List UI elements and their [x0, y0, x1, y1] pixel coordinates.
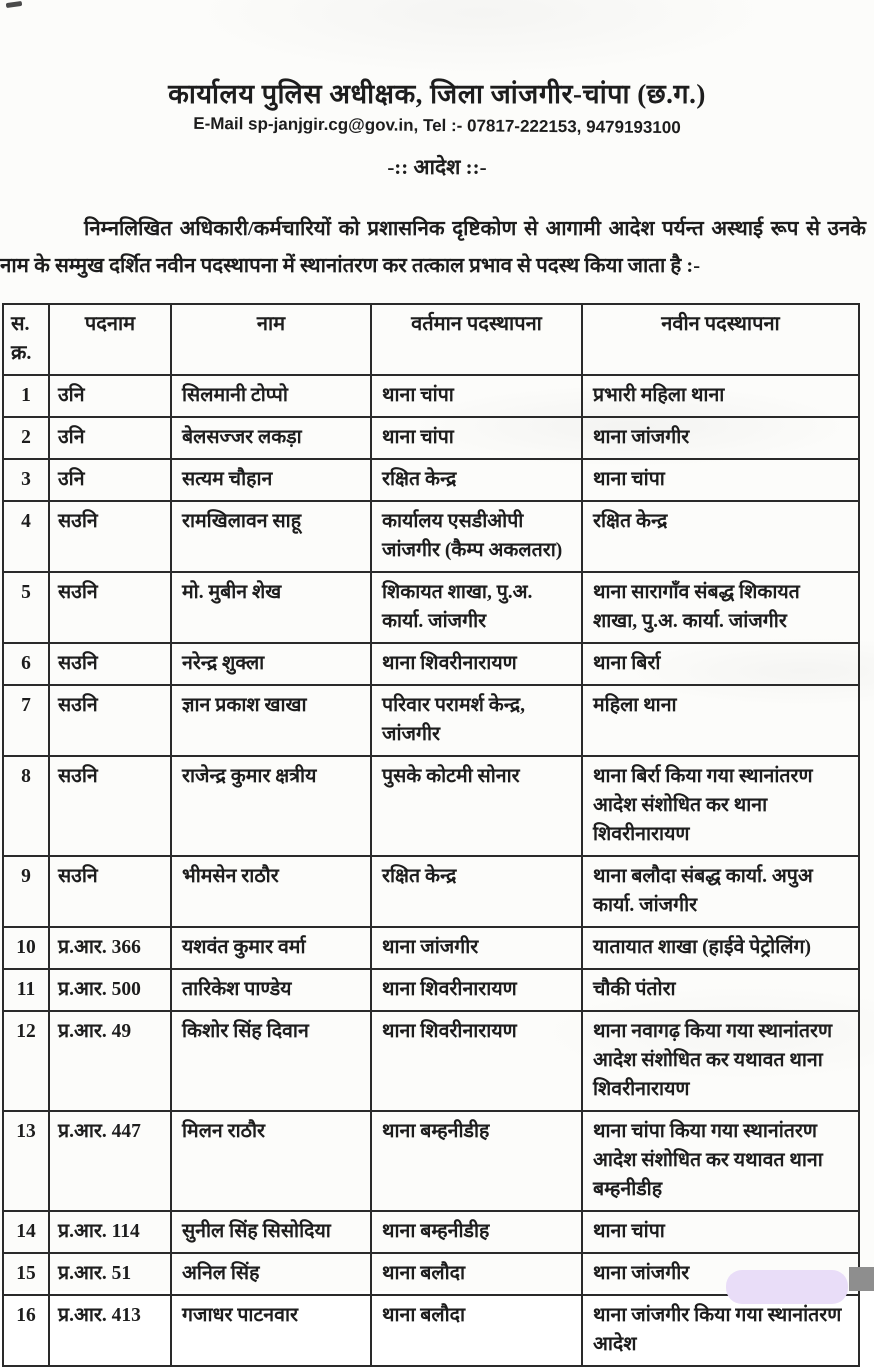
cell-name: यशवंत कुमार वर्मा — [171, 927, 371, 969]
cell-designation: प्र.आर. 500 — [49, 969, 171, 1011]
cell-current-posting: पुसके कोटमी सोनार — [371, 756, 582, 856]
cell-name: सिलमानी टोप्पो — [171, 375, 371, 417]
table-row — [3, 685, 859, 756]
page-title: कार्यालय पुलिस अधीक्षक, जिला जांजगीर-चांपा (छ.ग.) — [168, 79, 706, 109]
cell-designation: उनि — [49, 459, 171, 501]
contact-line: E-Mail sp-janjgir.cg@gov.in, Tel :- 07817-222153, 9479193100 — [193, 113, 681, 138]
cell-current-posting: शिकायत शाखा, पु.अ. कार्या. जांजगीर — [371, 572, 582, 643]
cell-current-posting: परिवार परामर्श केन्द्र, जांजगीर — [371, 685, 582, 756]
cell-current-posting: थाना बम्हनीडीह — [371, 1211, 582, 1253]
corner-block — [849, 1267, 874, 1291]
cell-name: सुनील सिंह सिसोदिया — [171, 1211, 371, 1253]
cell-designation: सउनि — [49, 643, 171, 685]
cell-designation: उनि — [49, 375, 171, 417]
cell-sno: 2 — [3, 417, 49, 459]
cell-name: मिलन राठौर — [171, 1111, 371, 1211]
table-row — [3, 417, 859, 459]
cell-current-posting: थाना बम्हनीडीह — [371, 1111, 582, 1211]
cell-new-posting: थाना जांजगीर — [582, 417, 859, 459]
cell-sno: 9 — [3, 856, 49, 927]
cell-new-posting: थाना सारागाँव संबद्ध शिकायत शाखा, पु.अ. कार्या. जांजगीर — [582, 572, 859, 643]
cell-designation: सउनि — [49, 685, 171, 756]
cell-new-posting: रक्षित केन्द्र — [582, 501, 859, 572]
cell-current-posting: थाना चांपा — [371, 375, 582, 417]
cell-new-posting: थाना बिर्रा — [582, 643, 859, 685]
cell-current-posting: रक्षित केन्द्र — [371, 459, 582, 501]
cell-designation: प्र.आर. 413 — [49, 1295, 171, 1366]
cell-name: भीमसेन राठौर — [171, 856, 371, 927]
cell-new-posting: थाना चांपा — [582, 1211, 859, 1253]
table-row — [3, 1111, 859, 1211]
cell-sno: 14 — [3, 1211, 49, 1253]
column-header-name: नाम — [171, 304, 371, 375]
cell-new-posting: महिला थाना — [582, 685, 859, 756]
cell-new-posting: थाना चांपा किया गया स्थानांतरण आदेश संशोधित कर यथावत थाना बम्हनीडीह — [582, 1111, 859, 1211]
table-row — [3, 1295, 859, 1366]
cell-current-posting: थाना बलौदा — [371, 1253, 582, 1295]
cell-new-posting: थाना जांजगीर — [582, 1253, 859, 1295]
cell-current-posting: थाना जांजगीर — [371, 927, 582, 969]
cell-designation: प्र.आर. 114 — [49, 1211, 171, 1253]
cell-designation: सउनि — [49, 501, 171, 572]
table-row — [3, 756, 859, 856]
cell-new-posting: थाना बिर्रा किया गया स्थानांतरण आदेश संशोधित कर थाना शिवरीनारायण — [582, 756, 859, 856]
cell-name: गजाधर पाटनवार — [171, 1295, 371, 1366]
column-header-new-posting: नवीन पदस्थापना — [582, 304, 859, 375]
cell-name: नरेन्द्र शुक्ला — [171, 643, 371, 685]
cell-name: रामखिलावन साहू — [171, 501, 371, 572]
transfer-table-header — [3, 304, 859, 375]
transfer-table — [2, 303, 860, 1367]
cell-sno: 8 — [3, 756, 49, 856]
cell-name: बेलसज्जर लकड़ा — [171, 417, 371, 459]
cell-designation: सउनि — [49, 856, 171, 927]
highlight-smudge — [726, 1270, 848, 1304]
table-row — [3, 1211, 859, 1253]
cell-current-posting: रक्षित केन्द्र — [371, 856, 582, 927]
cell-new-posting: थाना नवागढ़ किया गया स्थानांतरण आदेश संशोधित कर यथावत थाना शिवरीनारायण — [582, 1011, 859, 1111]
cell-new-posting: प्रभारी महिला थाना — [582, 375, 859, 417]
cell-name: राजेन्द्र कुमार क्षत्रीय — [171, 756, 371, 856]
cell-sno: 3 — [3, 459, 49, 501]
table-row — [3, 459, 859, 501]
intro-paragraph: निम्नलिखित अधिकारी/कर्मचारियों को प्रशासनिक दृष्टिकोण से आगामी आदेश पर्यन्त अस्थाई रूप से उनके नाम के सम्मुख दर्शित नवीन पदस्थापना में स्थानांतरण कर तत्काल प्रभाव से पदस्थ किया जाता है :- — [0, 217, 866, 277]
cell-sno: 10 — [3, 927, 49, 969]
cell-sno: 11 — [3, 969, 49, 1011]
cell-designation: प्र.आर. 447 — [49, 1111, 171, 1211]
cell-current-posting: थाना बलौदा — [371, 1295, 582, 1366]
cell-designation: प्र.आर. 49 — [49, 1011, 171, 1111]
cell-designation: प्र.आर. 366 — [49, 927, 171, 969]
cell-name: मो. मुबीन शेख — [171, 572, 371, 643]
scan-speck — [6, 1, 23, 8]
table-row — [3, 643, 859, 685]
cell-sno: 1 — [3, 375, 49, 417]
table-row — [3, 927, 859, 969]
table-row — [3, 969, 859, 1011]
cell-sno: 12 — [3, 1011, 49, 1111]
cell-sno: 13 — [3, 1111, 49, 1211]
column-header-designation: पदनाम — [49, 304, 171, 375]
table-row — [3, 375, 859, 417]
cell-designation: उनि — [49, 417, 171, 459]
cell-name: किशोर सिंह दिवान — [171, 1011, 371, 1111]
cell-designation: सउनि — [49, 572, 171, 643]
doc-header — [0, 74, 874, 181]
cell-new-posting: चौकी पंतोरा — [582, 969, 859, 1011]
column-header-current-posting: वर्तमान पदस्थापना — [371, 304, 582, 375]
table-row — [3, 1011, 859, 1111]
cell-current-posting: थाना शिवरीनारायण — [371, 1011, 582, 1111]
cell-sno: 4 — [3, 501, 49, 572]
cell-current-posting: थाना शिवरीनारायण — [371, 969, 582, 1011]
table-row — [3, 501, 859, 572]
cell-name: अनिल सिंह — [171, 1253, 371, 1295]
transfer-table-body — [3, 375, 859, 1366]
cell-new-posting: यातायात शाखा (हाईवे पेट्रोलिंग) — [582, 927, 859, 969]
cell-current-posting: थाना शिवरीनारायण — [371, 643, 582, 685]
cell-designation: प्र.आर. 51 — [49, 1253, 171, 1295]
column-header-sno: स. क्र. — [3, 304, 49, 375]
cell-sno: 5 — [3, 572, 49, 643]
cell-current-posting: कार्यालय एसडीओपी जांजगीर (कैम्प अकलतरा) — [371, 501, 582, 572]
cell-current-posting: थाना चांपा — [371, 417, 582, 459]
cell-sno: 6 — [3, 643, 49, 685]
cell-new-posting: थाना चांपा — [582, 459, 859, 501]
cell-sno: 7 — [3, 685, 49, 756]
cell-designation: सउनि — [49, 756, 171, 856]
cell-new-posting: थाना जांजगीर किया गया स्थानांतरण आदेश — [582, 1295, 859, 1366]
table-row — [3, 856, 859, 927]
cell-new-posting: थाना बलौदा संबद्ध कार्या. अपुअ कार्या. जांजगीर — [582, 856, 859, 927]
order-heading: -:: आदेश ::- — [387, 155, 487, 179]
cell-sno: 16 — [3, 1295, 49, 1366]
cell-sno: 15 — [3, 1253, 49, 1295]
cell-name: तारिकेश पाण्डेय — [171, 969, 371, 1011]
header-row — [3, 304, 859, 375]
cell-name: सत्यम चौहान — [171, 459, 371, 501]
cell-name: ज्ञान प्रकाश खाखा — [171, 685, 371, 756]
table-row — [3, 572, 859, 643]
